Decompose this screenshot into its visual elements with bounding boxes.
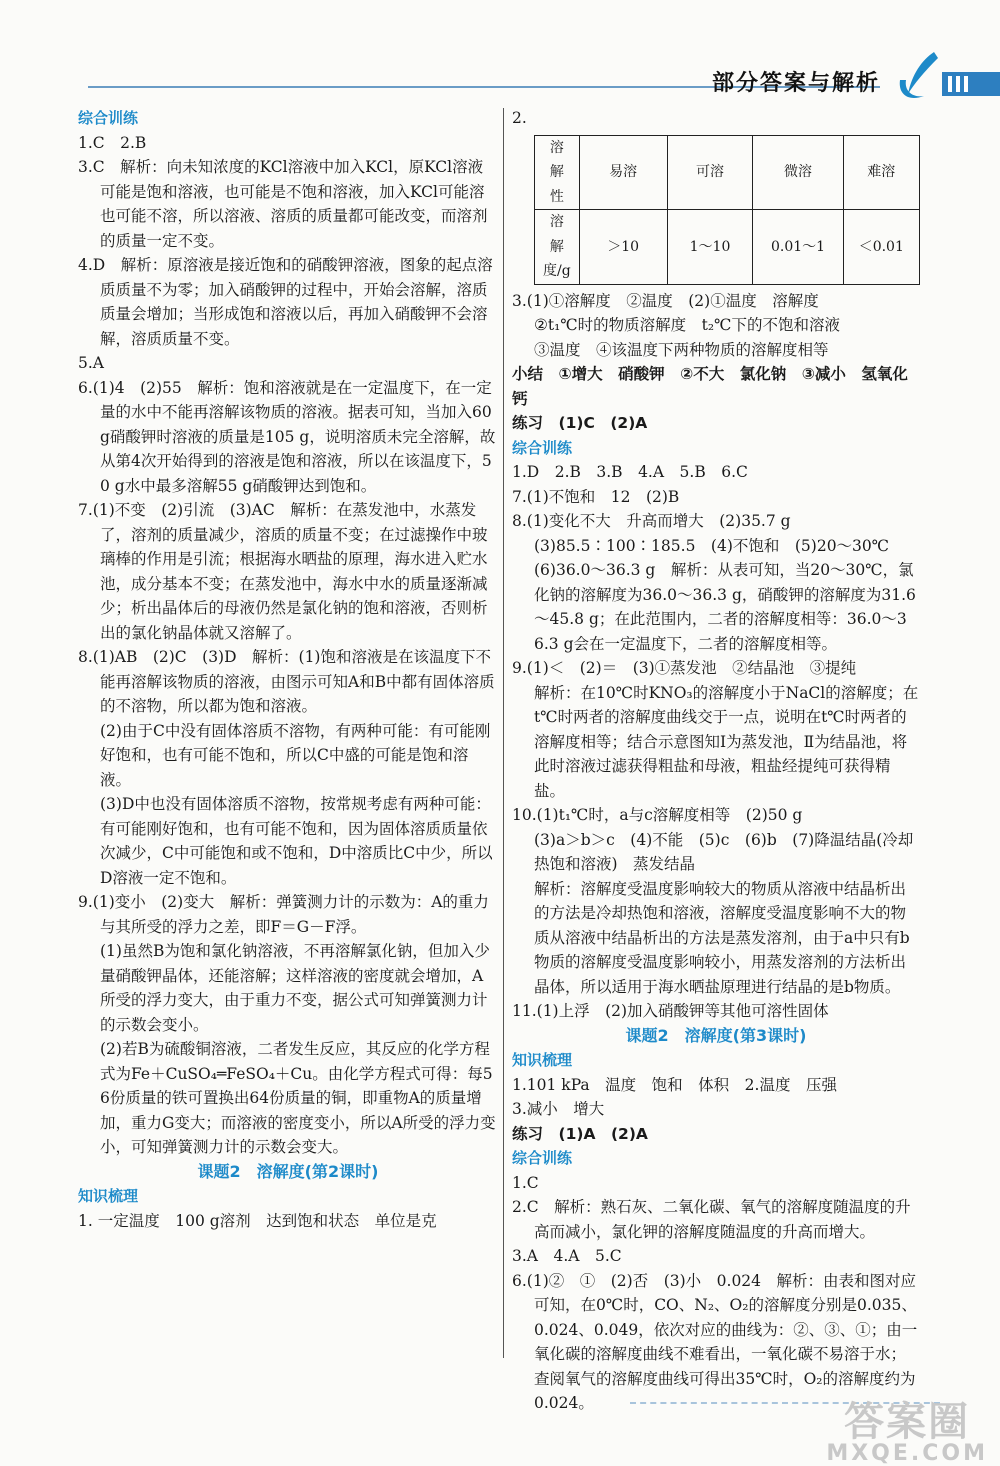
table-row — [535, 135, 920, 210]
answer-item: 8.(1)AB (2)C (3)D 解析：(1)饱和溶液是在该温度下不能再溶解该物质的溶液，由图示可知A和B中都有固体溶质的不溶物，所以都为饱和溶液。 — [78, 648, 495, 715]
answer-subitem: (3)85.5∶100∶185.5 (4)不饱和 (5)20～30℃ — [534, 536, 890, 555]
answer-subitem: ③温度 ④该温度下两种物质的溶解度相等 — [534, 340, 829, 359]
answer-item: 7.(1)不饱和 12 (2)B — [512, 487, 680, 506]
answer-item: 5.A — [78, 354, 104, 372]
answer-subitem: (2)由于C中没有固体溶质不溶物，有两种可能：有可能刚好饱和，也有可能不饱和，所以C中盛的可能是饱和溶液。 — [100, 721, 491, 789]
section-heading: 知识梳理 — [512, 1051, 573, 1069]
answer-item: 7.(1)不变 (2)引流 (3)AC 解析：在蒸发池中，水蒸发了，溶剂的质量减少，溶质的质量不变；在过滤操作中玻璃棒的作用是引流；根据海水晒盐的原理，海水进入贮水池，成分基本不变；在蒸发池中，海水中水的质量逐渐减少；析出晶体后的母液仍然是氯化钠的饱和溶液，否则析出的氯化钠晶体就又溶解了。 — [78, 501, 488, 642]
page-header — [0, 58, 1000, 106]
answer-item: 1. 一定温度 100 g溶剂 达到饱和状态 单位是克 — [78, 1211, 437, 1230]
answer-item: 2. — [512, 109, 527, 127]
answer-subitem: 解析：溶解度受温度影响较大的物质从溶液中结晶析出的方法是冷却热饱和溶液，溶解度受温度影响不大的物质从溶液中结晶析出的方法是蒸发溶剂，由于a中只有b物质的溶解度受温度影响较小，用蒸发溶剂的方法析出晶体，所以适用于海水晒盐原理进行结晶的是b物质。 — [534, 879, 910, 996]
right-column — [512, 106, 920, 1416]
section-heading: 综合训练 — [512, 438, 573, 457]
table-cell: 可溶 — [667, 135, 753, 210]
table-cell: 溶解性 — [535, 135, 580, 210]
watermark-text: 答案圈 — [844, 1399, 971, 1445]
section-heading: 综合训练 — [78, 109, 139, 127]
answer-subitem: 解析：在10℃时KNO₃的溶解度小于NaCl的溶解度；在t℃时两者的溶解度曲线交于一点，说明在t℃时两者的溶解度相等；结合示意图知Ⅰ为蒸发池，Ⅱ为结晶池，将此时溶液过滤获得粗盐和母液，粗盐经提纯可获得精盐。 — [534, 683, 919, 800]
answer-subitem: (3)D中也没有固体溶质不溶物，按常规考虑有两种可能：有可能刚好饱和，也有可能不饱和，因为固体溶质质量依次减少，C中可能饱和或不饱和，D中溶质比C中少，所以D溶液一定不饱和。 — [100, 795, 493, 887]
answer-item: 6.(1)4 (2)55 解析：饱和溶液就是在一定温度下，在一定量的水中不能再溶解该物质的溶液。据表可知，当加入60 g硝酸钾时溶液的质量是105 g，说明溶质未完全溶解，故从第4次开始得到的溶液是饱和溶液，所以在该温度下，50 g水中最多溶解55 g硝酸钾达到饱和。 — [78, 378, 497, 495]
table-row — [535, 210, 920, 285]
answer-item: 1.C — [512, 1173, 539, 1192]
answer-item: 6.(1)② ① (2)否 (3)小 0.024 解析：由表和图对应可知，在0℃时，CO、N₂、O₂的溶解度分别是0.035、0.024、0.049，依次对应的曲线为：②、③、①；由一氧化碳的溶解度曲线不难看出，一氧化碳不易溶于水；查阅氧气的溶解度曲线可得出35℃时，O₂的溶解度约为0.024。 — [512, 1271, 918, 1412]
answer-item: 10.(1)t₁℃时，a与c溶解度相等 (2)50 g — [512, 806, 803, 824]
column-divider — [503, 108, 504, 1358]
answer-item: 3.A 4.A 5.C — [512, 1247, 622, 1265]
answer-subitem: (6)36.0～36.3 g 解析：从表可知，当20～30℃，氯化钠的溶解度为36.0～36.3 g，硝酸钾的溶解度为31.6～45.8 g；在此范围内，二者的溶解度相等：36.0～36.3 g会在一定温度下，二者的溶解度相等。 — [534, 561, 916, 653]
summary-line: 练习 (1)A (2)A — [512, 1124, 648, 1143]
answer-item: 3.减小 增大 — [512, 1100, 605, 1118]
table-cell: ＜0.01 — [843, 210, 919, 285]
answer-item: 1.D 2.B 3.B 4.A 5.B 6.C — [512, 463, 748, 481]
answer-item: 11.(1)上浮 (2)加入硝酸钾等其他可溶性固体 — [512, 1002, 829, 1020]
section-heading: 综合训练 — [512, 1149, 573, 1167]
section-heading: 知识梳理 — [78, 1187, 139, 1205]
answer-item: 8.(1)变化不大 升高而增大 (2)35.7 g — [512, 512, 791, 530]
feather-pen-icon — [894, 50, 942, 104]
answer-item: 1.101 kPa 温度 饱和 体积 2.温度 压强 — [512, 1075, 837, 1094]
answer-subitem: (2)若B为硫酸铜溶液，二者发生反应，其反应的化学方程式为Fe＋CuSO₄═FeSO₄＋Cu。由化学方程式可得：每56份质量的铁可置换出64份质量的铜，即重物A的质量增加，重力G变大；而溶液的密度变小，所以A所受的浮力变小，可知弹簧测力计的示数会变大。 — [100, 1040, 496, 1156]
lesson-heading: 课题2 溶解度(第3课时) — [625, 1025, 807, 1045]
answer-item: 3.(1)①溶解度 ②温度 (2)①温度 溶解度 — [512, 291, 819, 310]
summary-line: 小结 ①增大 硝酸钾 ②不大 氯化钠 ③减小 氢氧化钙 — [512, 365, 908, 408]
solubility-table — [534, 135, 920, 285]
answer-subitem: (3)a＞b＞c (4)不能 (5)c (6)b (7)降温结晶(冷却热饱和溶液) 蒸发结晶 — [534, 830, 914, 873]
table-cell: 0.01～1 — [753, 210, 843, 285]
table-cell: ＞10 — [579, 210, 667, 285]
table-cell: 微溶 — [753, 135, 843, 210]
summary-line: 练习 (1)C (2)A — [512, 414, 648, 432]
answer-subitem: ②t₁℃时的物质溶解度 t₂℃下的不饱和溶液 — [534, 316, 840, 334]
lesson-heading: 课题2 溶解度(第2课时) — [197, 1161, 379, 1181]
watermark-url: MXQE.COM — [826, 1441, 988, 1466]
table-cell: 1～10 — [667, 210, 753, 285]
header-accent-bars — [942, 72, 1000, 96]
answer-item: 3.C 解析：向未知浓度的KCl溶液中加入KCl，原KCl溶液可能是饱和溶液，也可能是不饱和溶液，加入KCl可能溶也可能不溶，所以溶液、溶质的质量都可能改变，而溶剂的质量一定不变。 — [78, 158, 488, 250]
answer-item: 1.C 2.B — [78, 133, 147, 152]
table-cell: 易溶 — [579, 135, 667, 210]
page-title: 部分答案与解析 — [711, 71, 880, 96]
answer-item: 4.D 解析：原溶液是接近饱和的硝酸钾溶液，图象的起点溶质质量不为零；加入硝酸钾的过程中，开始会溶解，溶质质量会增加；当形成饱和溶液以后，再加入硝酸钾不会溶解，溶质质量不变。 — [78, 256, 493, 348]
answer-item: 2.C 解析：熟石灰、二氧化碳、氧气的溶解度随温度的升高而减小，氯化钾的溶解度随温度的升高而增大。 — [512, 1198, 911, 1241]
answer-item: 9.(1)＜ (2)＝ (3)①蒸发池 ②结晶池 ③提纯 — [512, 659, 857, 677]
left-column — [78, 106, 498, 1233]
watermark-logo — [826, 1390, 988, 1466]
answer-subitem: (1)虽然B为饱和氯化钠溶液，不再溶解氯化钠，但加入少量硝酸钾晶体，还能溶解；这样溶液的密度就会增加，A所受的浮力变大，由于重力不变，据公式可知弹簧测力计的示数会变小。 — [100, 942, 490, 1034]
table-cell: 溶解度/g — [535, 210, 580, 285]
table-cell: 难溶 — [843, 135, 919, 210]
answer-item: 9.(1)变小 (2)变大 解析：弹簧测力计的示数为：A的重力与其所受的浮力之差，即F＝G－F浮。 — [78, 893, 489, 936]
